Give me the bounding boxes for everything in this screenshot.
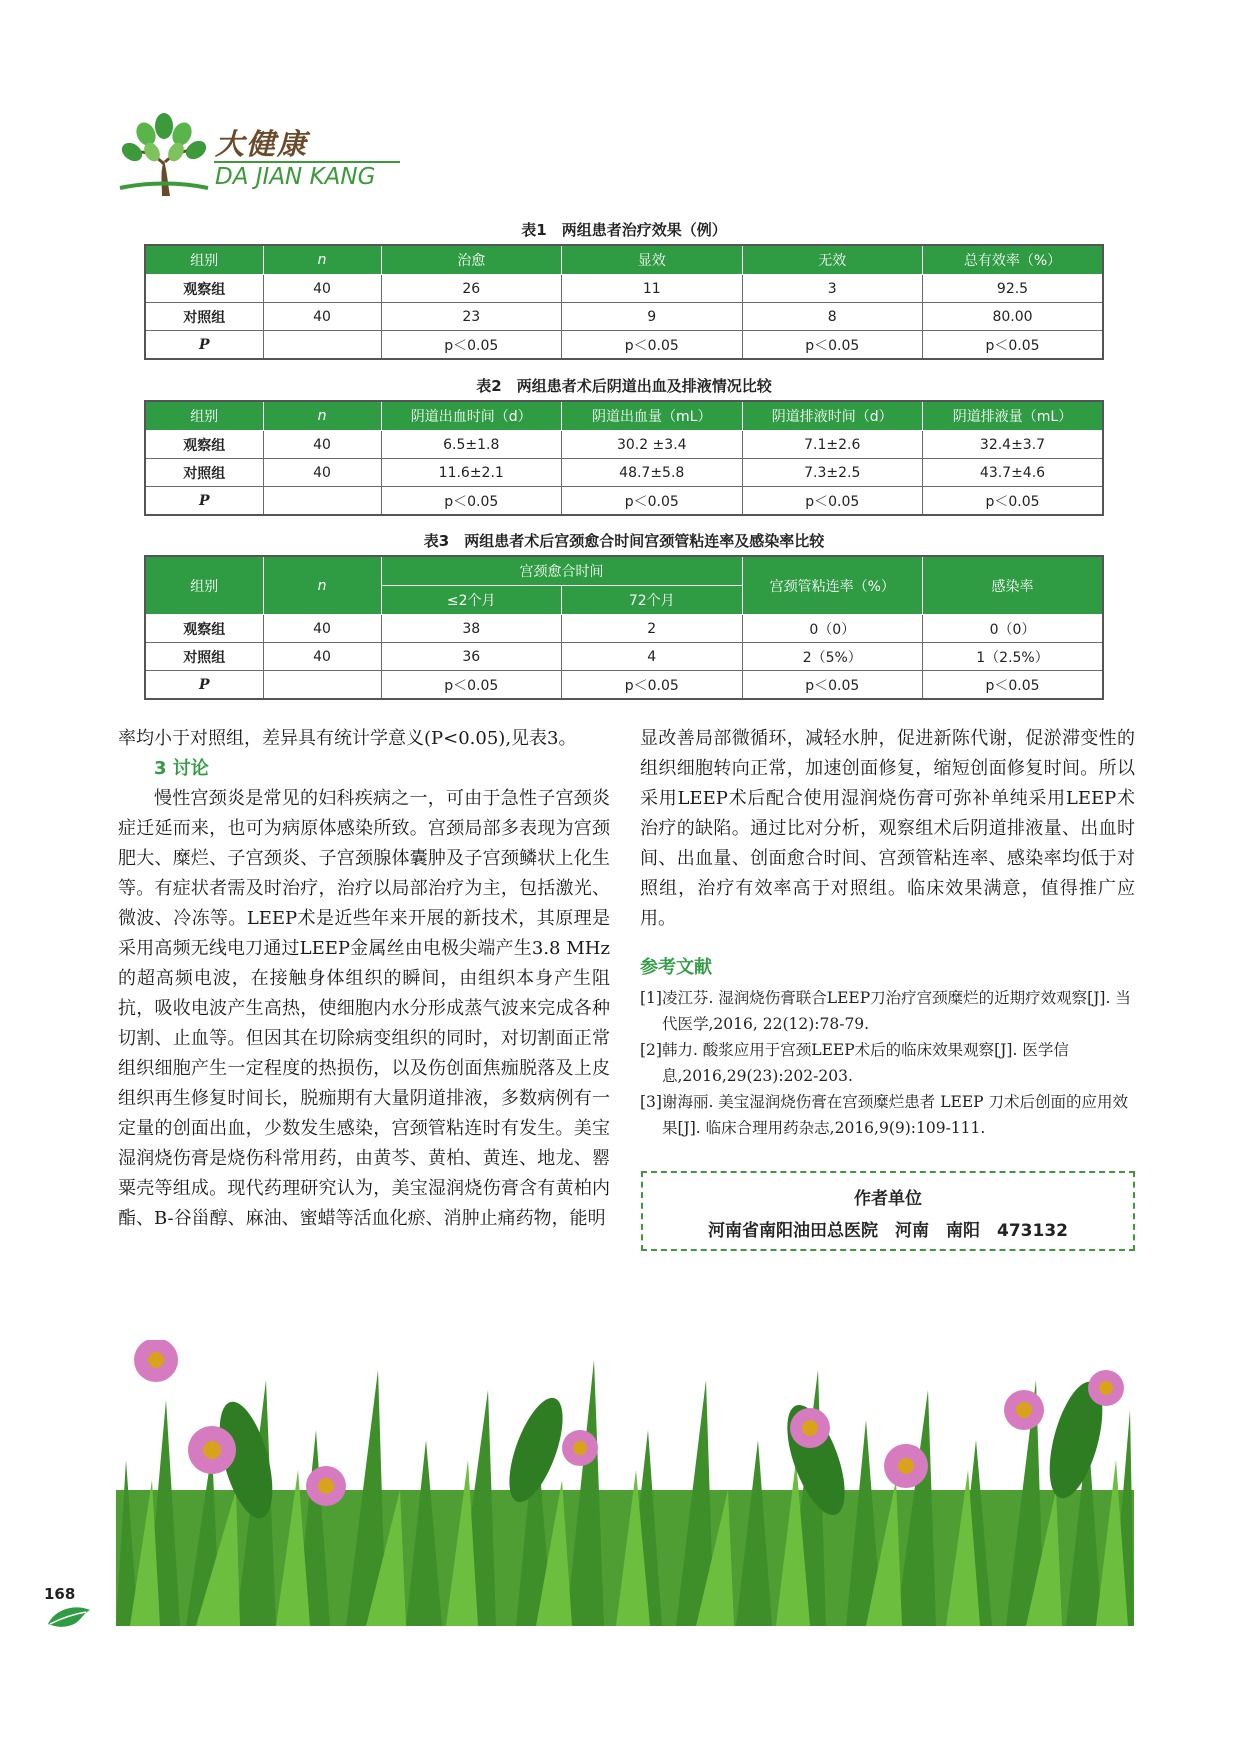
table-cell: 观察组 [145, 615, 263, 643]
table3-header-n: n [263, 556, 381, 615]
table1-header-marked: 显效 [562, 245, 743, 275]
reference-item: [1]凌江芬. 湿润烧伤膏联合LEEP刀治疗宫颈糜烂的近期疗效观察[J]. 当代医学,2016, 22(12):78-79. [640, 989, 1131, 1033]
discussion-paragraph-continued: 显改善局部微循环，减轻水肿，促进新陈代谢，促淤滞变性的组织细胞转向正常，加速创面修复，缩短创面修复时间。所以采用LEEP术后配合使用湿润烧伤膏可弥补单纯采用LEEP术治疗的缺陷。通过比对分析，观察组术后阴道排液量、出血时间、出血量、创面愈合时间、宫颈管粘连率、感染率均低于对照组，治疗有效率高于对照组。临床效果满意，值得推广应用。 [640, 728, 1135, 929]
table-row [145, 487, 1103, 516]
leaf-icon [46, 1604, 92, 1630]
table-row [145, 331, 1103, 360]
table-cell [263, 671, 381, 700]
table-cell: 40 [263, 459, 381, 487]
table-cell: 40 [263, 643, 381, 671]
table-cell: 32.4±3.7 [923, 431, 1104, 459]
table3-header-adhesion-rate: 宫颈管粘连率（%） [742, 556, 923, 615]
references-list [640, 985, 1135, 1141]
table3-header-healing-time: 宫颈愈合时间 [381, 556, 742, 586]
table-cell: 4 [562, 643, 743, 671]
table-cell: p＜0.05 [381, 331, 562, 360]
table-cell: p＜0.05 [381, 671, 562, 700]
table-cell: 8 [742, 303, 923, 331]
table-row [145, 431, 1103, 459]
table-cell [263, 487, 381, 516]
table2-header-bleed-volume: 阴道出血量（mL） [562, 401, 743, 431]
results-closing-sentence: 率均小于对照组，差异具有统计学意义(P<0.05),见表3。 [118, 728, 577, 749]
table-cell: p＜0.05 [923, 671, 1104, 700]
table-cell: P [145, 487, 263, 516]
tree-logo-icon [118, 112, 210, 196]
table-cell: 40 [263, 303, 381, 331]
table2 [144, 400, 1104, 516]
table-cell: 48.7±5.8 [562, 459, 743, 487]
table-cell: 40 [263, 615, 381, 643]
table-cell: p＜0.05 [742, 487, 923, 516]
table2-header-group: 组别 [145, 401, 263, 431]
table-cell: 80.00 [923, 303, 1104, 331]
table1-header-n: n [263, 245, 381, 275]
table-cell: p＜0.05 [562, 331, 743, 360]
table1-header-group: 组别 [145, 245, 263, 275]
table-cell: 40 [263, 431, 381, 459]
table-cell: 对照组 [145, 459, 263, 487]
table-cell: 观察组 [145, 431, 263, 459]
table-cell: 11 [562, 275, 743, 303]
table-cell: 对照组 [145, 643, 263, 671]
table-cell: p＜0.05 [742, 671, 923, 700]
table-cell: 6.5±1.8 [381, 431, 562, 459]
table3-caption: 表3 两组患者术后宫颈愈合时间宫颈管粘连率及感染率比较 [423, 532, 825, 550]
table-row [145, 275, 1103, 303]
table-cell: 对照组 [145, 303, 263, 331]
table-row [145, 303, 1103, 331]
table-cell: 9 [562, 303, 743, 331]
table-cell: P [145, 671, 263, 700]
table2-header-discharge-time: 阴道排液时间（d） [742, 401, 923, 431]
table2-caption: 表2 两组患者术后阴道出血及排液情况比较 [476, 377, 772, 395]
table1-header-ineffective: 无效 [742, 245, 923, 275]
table-cell: 23 [381, 303, 562, 331]
table3 [144, 555, 1104, 700]
table3-header-infection-rate: 感染率 [923, 556, 1104, 615]
table1 [144, 244, 1104, 360]
left-column [118, 724, 610, 1234]
table-row [145, 615, 1103, 643]
brand-name-en: DA JIAN KANG [215, 164, 376, 190]
table1-header-total-rate: 总有效率（%） [923, 245, 1104, 275]
table-row [145, 671, 1103, 700]
page-number: 168 [44, 1585, 76, 1603]
table-cell: 2 [562, 615, 743, 643]
table-cell: 观察组 [145, 275, 263, 303]
table-cell: p＜0.05 [381, 487, 562, 516]
table-row [145, 643, 1103, 671]
table-cell: p＜0.05 [742, 331, 923, 360]
reference-item: [3]谢海丽. 美宝湿润烧伤膏在宫颈糜烂患者 LEEP 刀术后创面的应用效果[J]. 临床合理用药杂志,2016,9(9):109-111. [640, 1093, 1129, 1137]
table-cell: 30.2 ±3.4 [562, 431, 743, 459]
table-cell: p＜0.05 [923, 487, 1104, 516]
brand-divider [214, 161, 400, 163]
table3-header-within-2-months: ≤2个月 [381, 586, 562, 615]
table-cell: 0（0） [742, 615, 923, 643]
table1-caption: 表1 两组患者治疗效果（例） [521, 221, 727, 239]
affiliation-title: 作者单位 [854, 1189, 922, 1209]
table-cell: 43.7±4.6 [923, 459, 1104, 487]
grass-flowers-illustration [116, 1340, 1134, 1626]
right-column [640, 724, 1135, 934]
table-cell: 11.6±2.1 [381, 459, 562, 487]
table-cell: 38 [381, 615, 562, 643]
table-cell: 1（2.5%） [923, 643, 1104, 671]
table-cell: 0（0） [923, 615, 1104, 643]
brand-name-cn: 大健康 [215, 127, 309, 161]
table3-header-group: 组别 [145, 556, 263, 615]
table-cell: p＜0.05 [923, 331, 1104, 360]
table-cell: p＜0.05 [562, 671, 743, 700]
table-cell: p＜0.05 [562, 487, 743, 516]
table-cell: 92.5 [923, 275, 1104, 303]
table-row [145, 459, 1103, 487]
table2-header-n: n [263, 401, 381, 431]
table2-header-discharge-volume: 阴道排液量（mL） [923, 401, 1104, 431]
table-cell: 2（5%） [742, 643, 923, 671]
reference-item: [2]韩力. 酸浆应用于宫颈LEEP术后的临床效果观察[J]. 医学信息,2016,29(23):202-203. [640, 1041, 1069, 1085]
table2-header-bleed-time: 阴道出血时间（d） [381, 401, 562, 431]
table-cell: 7.1±2.6 [742, 431, 923, 459]
table-cell: 3 [742, 275, 923, 303]
table-cell: 40 [263, 275, 381, 303]
table-cell: 26 [381, 275, 562, 303]
table1-header-cured: 治愈 [381, 245, 562, 275]
affiliation-text: 河南省南阳油田总医院 河南 南阳 473132 [708, 1221, 1068, 1241]
table-cell: P [145, 331, 263, 360]
table-cell: 36 [381, 643, 562, 671]
table3-header-over-2-months: 72个月 [562, 586, 743, 615]
table-cell: 7.3±2.5 [742, 459, 923, 487]
section-heading: 3 讨论 [154, 758, 209, 779]
table-cell [263, 331, 381, 360]
discussion-paragraph: 慢性宫颈炎是常见的妇科疾病之一，可由于急性子宫颈炎症迁延而来，也可为病原体感染所致。宫颈局部多表现为宫颈肥大、糜烂、子宫颈炎、子宫颈腺体囊肿及子宫颈鳞状上化生等。有症状者需及时治疗，治疗以局部治疗为主，包括激光、微波、冷冻等。LEEP术是近些年来开展的新技术，其原理是采用高频无线电刀通过LEEP金属丝由电极尖端产生3.8 MHz的超高频电波，在接触身体组织的瞬间，由组织本身产生阻抗，吸收电波产生高热，使细胞内水分形成蒸气波来完成各种切割、止血等。但因其在切除病变组织的同时，对切割面正常组织细胞产生一定程度的热损伤，以及伤创面焦痂脱落及上皮组织再生修复时间长，脱痂期有大量阴道排液，多数病例有一定量的创面出血，少数发生感染，宫颈管粘连时有发生。美宝湿润烧伤膏是烧伤科常用药，由黄芩、黄柏、黄连、地龙、罂粟壳等组成。现代药理研究认为，美宝湿润烧伤膏含有黄柏内酯、B-谷甾醇、麻油、蜜蜡等活血化瘀、消肿止痛药物，能明 [118, 788, 610, 1229]
references-title: 参考文献 [640, 957, 712, 978]
